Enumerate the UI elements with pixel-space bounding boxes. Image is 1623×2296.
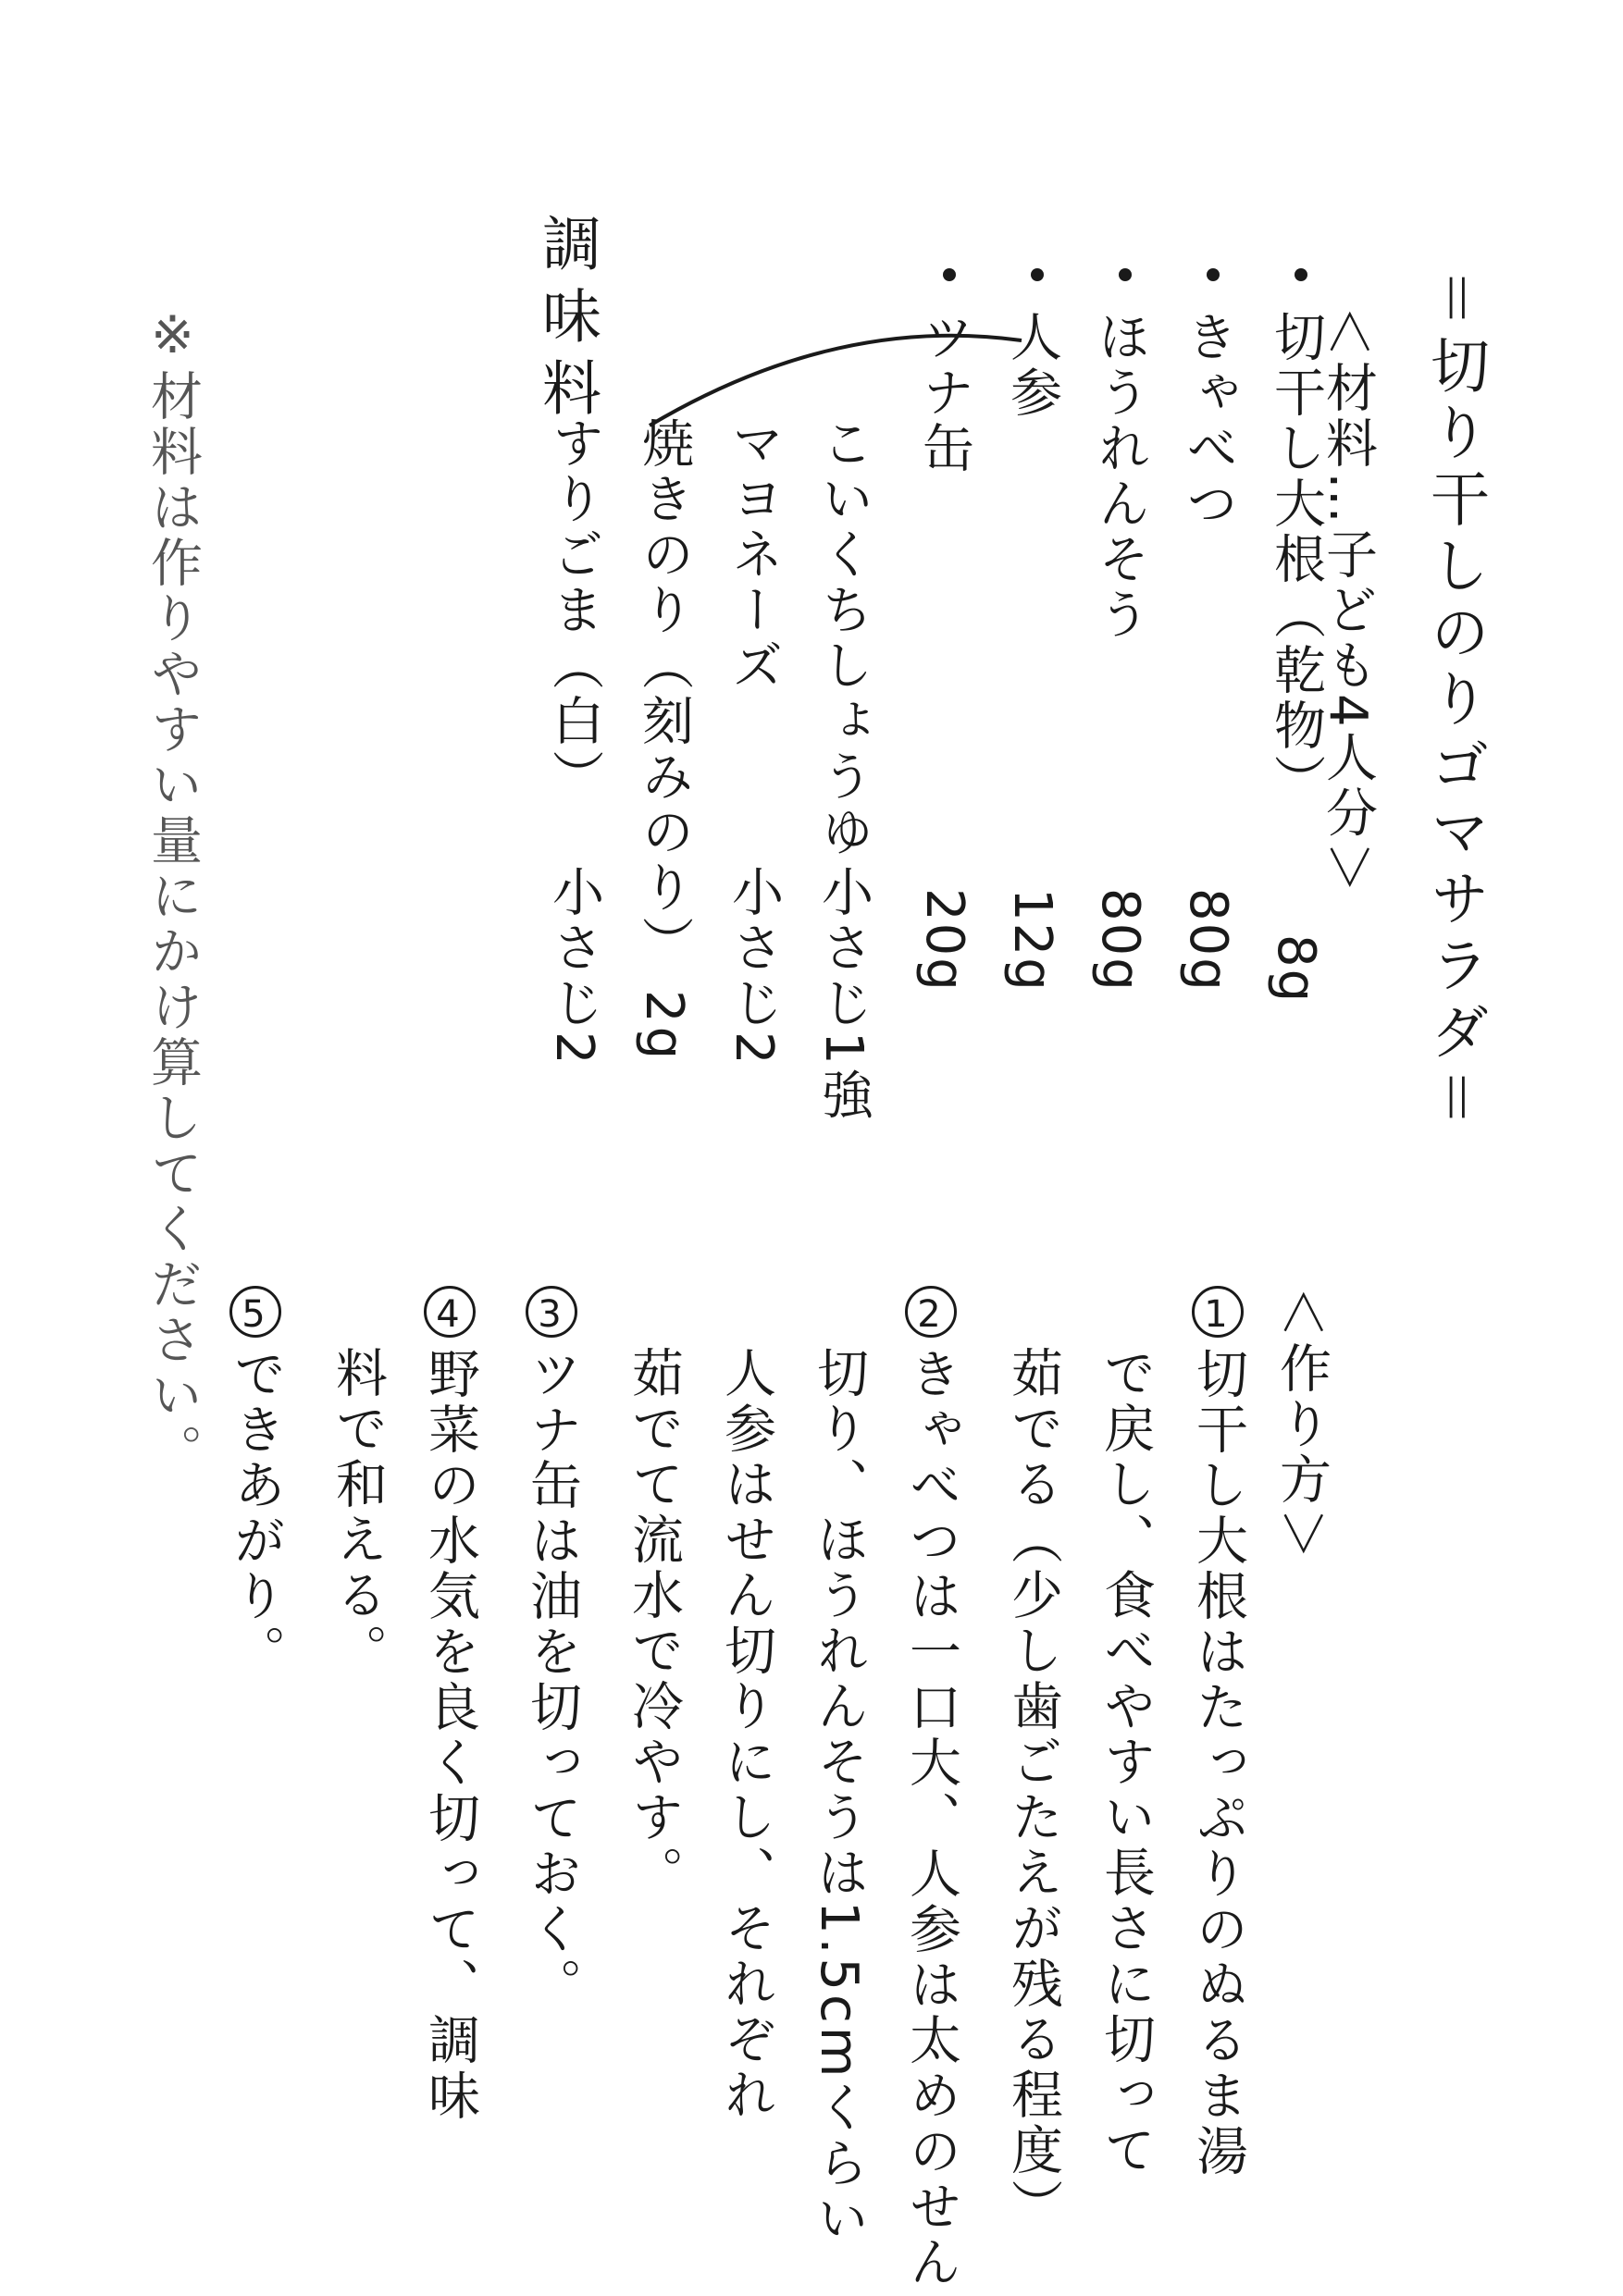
step-2-line-2: 切り、ほうれんそうは1.5cmくらい — [809, 1346, 869, 2248]
step-2-line-3: 人参はせん切りにし、それぞれ — [716, 1346, 776, 2123]
seasoning-amount: 小さじ2 — [724, 865, 784, 1068]
ingredient-name: 切干し大根（乾物） — [1266, 310, 1326, 809]
ingredient-amount: 8g — [1266, 934, 1326, 1005]
bullet-icon — [1207, 268, 1220, 281]
ingredient-amount: 12g — [1002, 888, 1062, 993]
ingredients-header: ＜材料…子ども4人分＞ — [1318, 305, 1378, 897]
seasoning-amount: 2g — [634, 990, 694, 1064]
step-number: 3 — [526, 1286, 577, 1338]
ingredient-name: ほうれんそう — [1090, 310, 1150, 643]
step-3 — [522, 1286, 582, 2013]
step-line: 野菜の水気を良く切って、調味 — [420, 1347, 480, 2124]
ingredient-name: きゃべつ — [1178, 310, 1238, 532]
ingredient-amount: 80g — [1178, 888, 1238, 993]
step-number: 4 — [424, 1286, 476, 1338]
bullet-icon — [1031, 268, 1044, 281]
step-number: 1 — [1192, 1286, 1244, 1338]
step-1-line-2: で戻し、食べやすい長さに切って — [1096, 1346, 1156, 2179]
step-1 — [1188, 1286, 1248, 2179]
seasoning-amount: 小さじ1強 — [813, 865, 873, 1124]
seasonings-label: 調味料 — [532, 213, 601, 429]
steps-header: ＜作り方＞ — [1271, 1286, 1332, 1563]
note-text: ※材料は作りやすい量にかけ算してください。 — [142, 305, 203, 1479]
step-2-line-4: 茹でて流水で冷やす。 — [624, 1346, 684, 1901]
seasoning-amount: 小さじ2 — [544, 865, 604, 1068]
ingredient-name: 人参 — [1002, 310, 1062, 421]
ingredient-amount: 80g — [1090, 888, 1150, 993]
step-4 — [420, 1286, 480, 2124]
step-line: ツナ缶は油を切っておく。 — [522, 1347, 582, 2013]
ingredient-amount: 20g — [914, 888, 974, 993]
step-line: できあがり。 — [226, 1347, 286, 1680]
step-4-line-2: 料で和える。 — [328, 1346, 388, 1679]
step-number: 2 — [905, 1286, 957, 1338]
step-line: きゃべつは一口大、人参は太めのせん — [901, 1347, 961, 2290]
step-line: 切干し大根はたっぷりのぬるま湯 — [1188, 1347, 1248, 2179]
step-1-line-3: 茹でる（少し歯ごたえが残る程度） — [1003, 1346, 1063, 2234]
page-title: ＝切り干しのりゴマサラダ＝ — [1420, 268, 1489, 1134]
bullet-icon — [1295, 268, 1307, 281]
seasoning-name: すりごま（白） — [544, 416, 604, 805]
bullet-icon — [943, 268, 956, 281]
step-number: 5 — [229, 1286, 281, 1338]
seasoning-name: こいくちしょうゆ — [813, 416, 873, 860]
step-2 — [901, 1286, 961, 2290]
bullet-icon — [1119, 268, 1132, 281]
step-5 — [226, 1286, 286, 1680]
ingredient-name: ツナ缶 — [914, 310, 974, 476]
seasoning-name: 焼きのり（刻みのり） — [634, 416, 694, 971]
seasoning-name: マヨネーズ — [724, 416, 784, 694]
